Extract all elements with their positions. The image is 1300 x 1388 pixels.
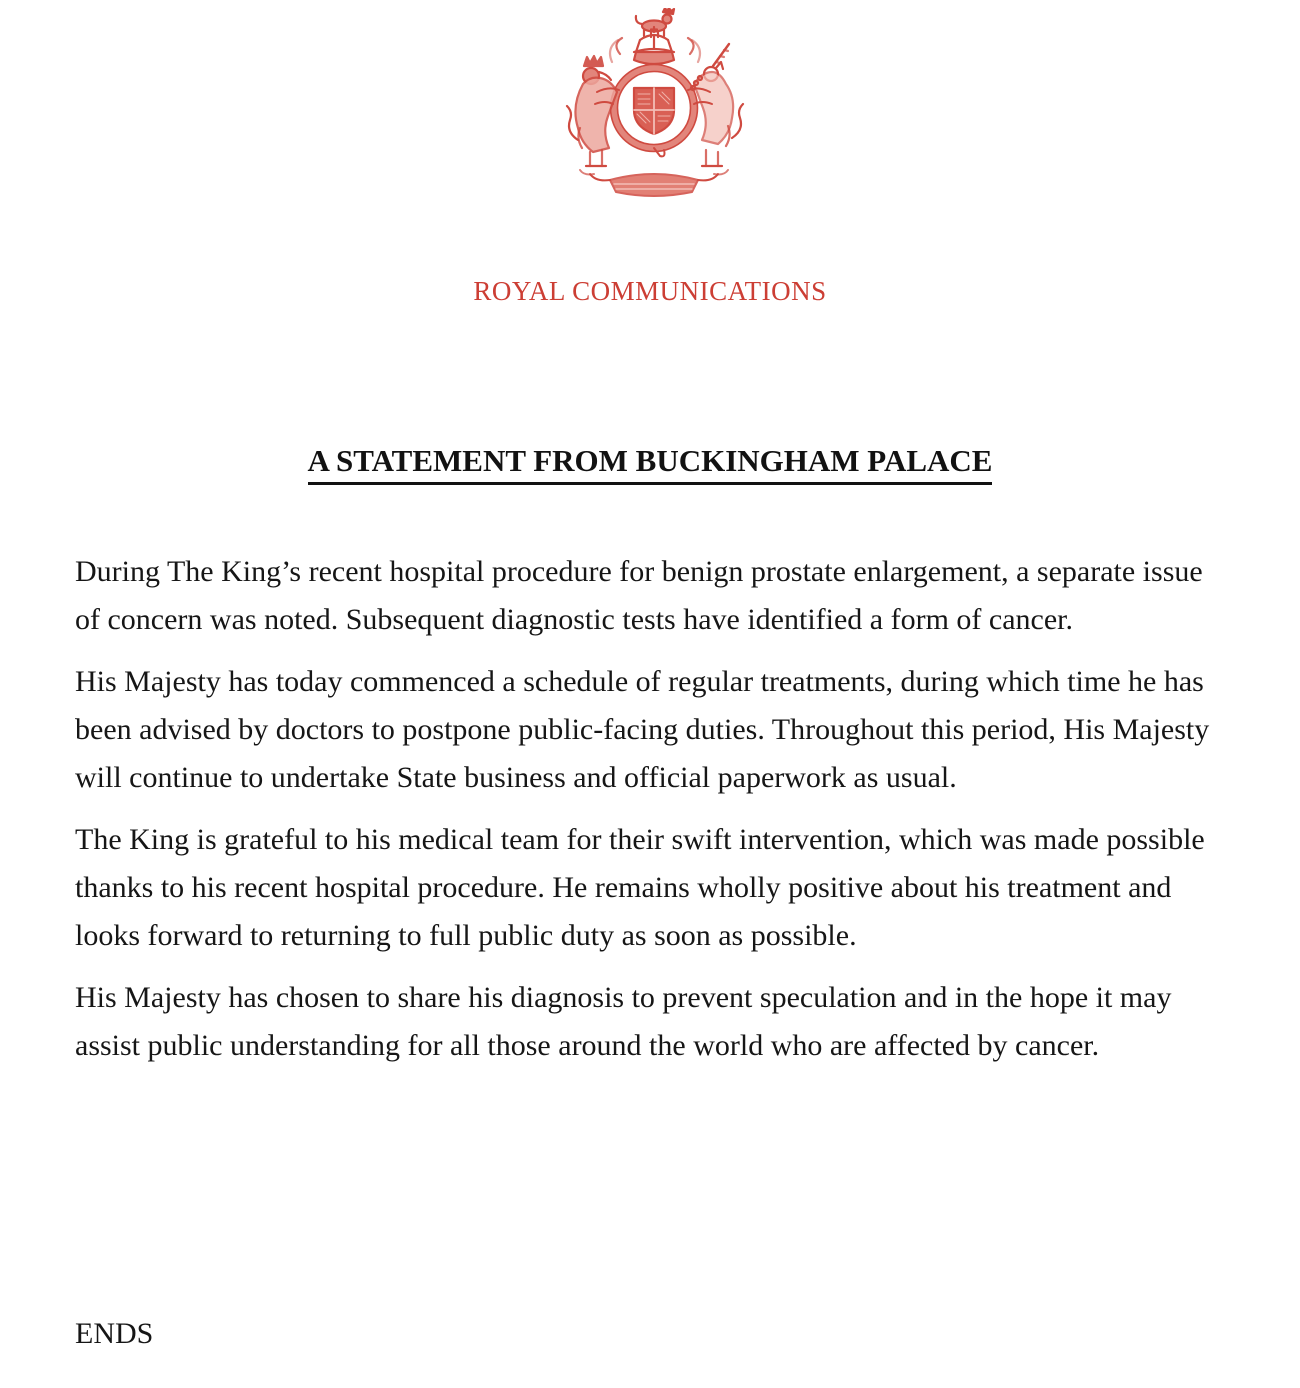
royal-coat-of-arms-icon xyxy=(550,8,760,198)
statement-heading xyxy=(0,443,1300,485)
paragraph-disclosure: His Majesty has chosen to share his diagnosis to prevent speculation and in the hope it may assist public understanding for all those around the world who are affected by cancer. xyxy=(75,981,1172,1062)
statement-body xyxy=(75,548,1233,1084)
ends-marker: ENDS xyxy=(75,1317,154,1350)
statement-heading-text: A STATEMENT FROM BUCKINGHAM PALACE xyxy=(308,443,993,485)
paragraph-diagnosis: During The King’s recent hospital procedure for benign prostate enlargement, a separate issue of concern was noted. Subsequent diagnostic tests have identified a form of cancer. xyxy=(75,555,1203,636)
organization-name: ROYAL COMMUNICATIONS xyxy=(473,276,827,306)
paragraph-gratitude: The King is grateful to his medical team for their swift intervention, which was made possible thanks to his recent hospital procedure. He remains wholly positive about his treatment and looks forward to returning to full public duty as soon as possible. xyxy=(75,823,1205,952)
paragraph-treatments: His Majesty has today commenced a schedule of regular treatments, during which time he has been advised by doctors to postpone public-facing duties. Throughout this period, His Majesty will continue to undertake State business and official paperwork as usual. xyxy=(75,665,1210,794)
